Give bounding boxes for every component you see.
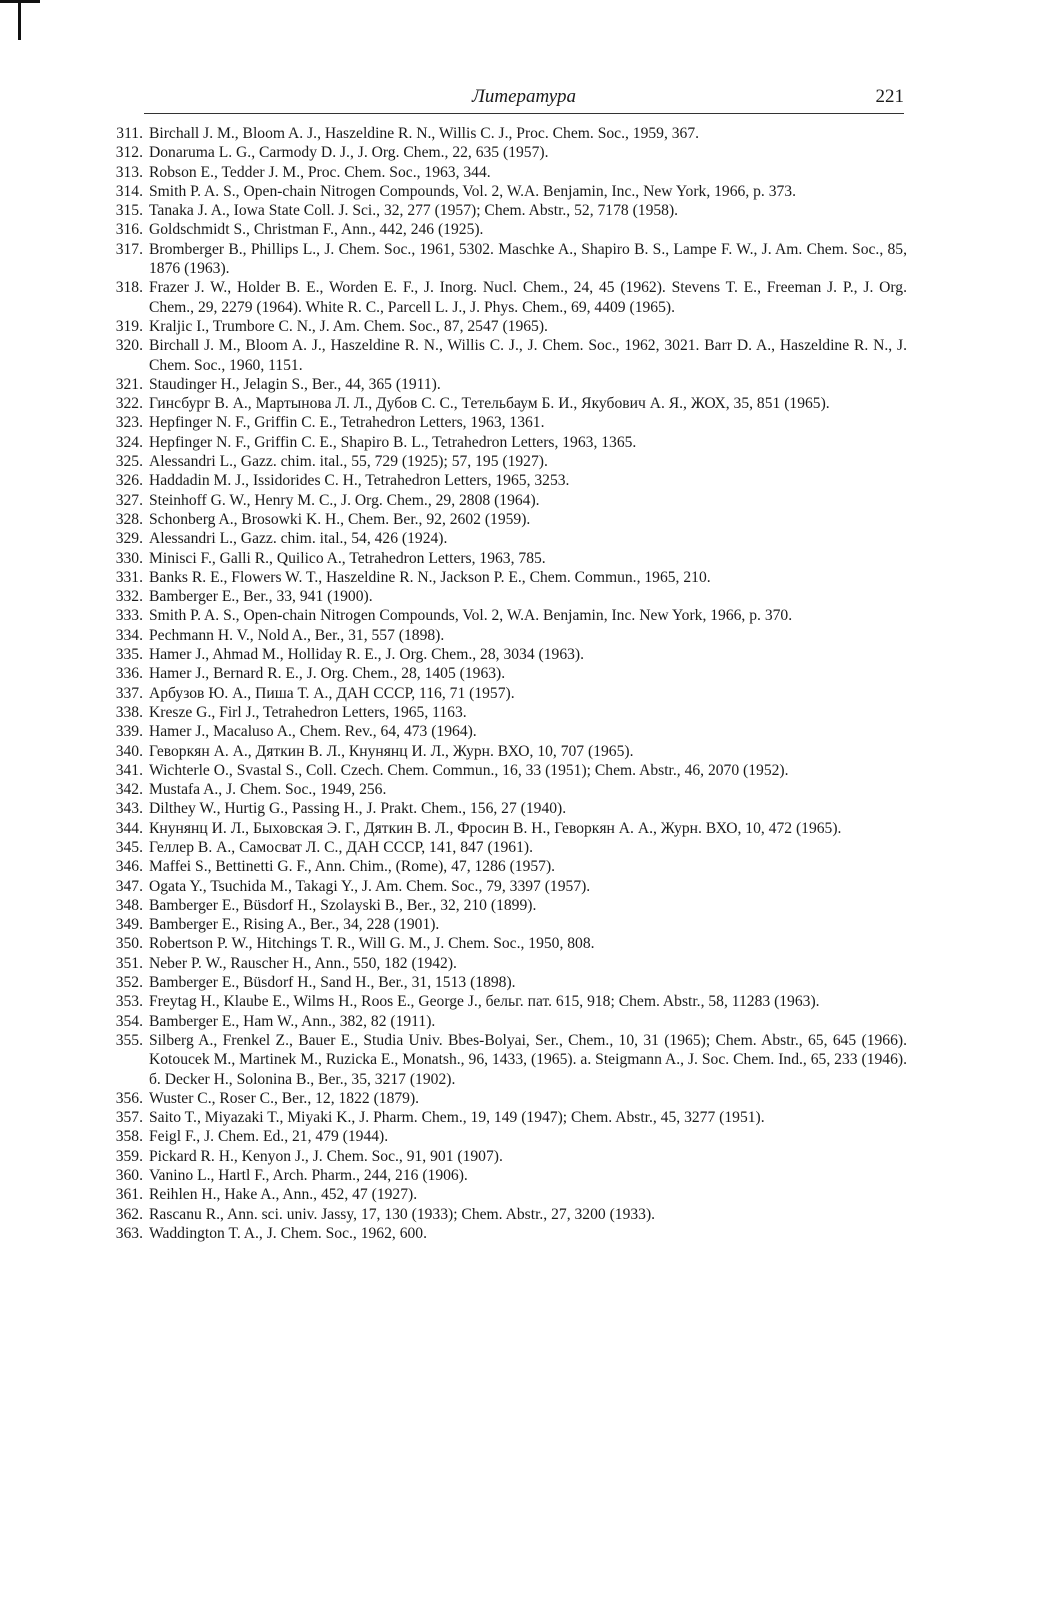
reference-text: Robson E., Tedder J. M., Proc. Chem. Soc., 1963, 344. [149,163,491,181]
reference-number: 328. [115,510,143,528]
reference-number: 335. [115,646,143,664]
reference-item [112,471,907,490]
reference-number: 337. [115,684,143,702]
reference-item [112,278,907,317]
reference-number: 317. [115,240,143,258]
reference-number: 361. [115,1186,143,1204]
reference-number: 319. [115,317,143,335]
reference-text: Silberg A., Frenkel Z., Bauer E., Studia Univ. Bbes-Bolyai, Ser., Chem., 10, 31 (1965); Chem. Abstr., 65, 645 (1966). Kotoucek M., Martinek M., Ruzicka E., Monatsh., 96, 1433, (1965). a. Steigmann A., J. Soc. Chem. Ind., 65, 233 (1946). б. Decker H., Solonina B., Ber., 35, 3217 (1902). [149,1031,907,1088]
reference-text: Rascanu R., Ann. sci. univ. Jassy, 17, 130 (1933); Chem. Abstr., 27, 3200 (1933). [149,1205,656,1223]
reference-item [112,433,907,452]
reference-item [112,664,907,683]
reference-item [112,163,907,182]
reference-item [112,529,907,548]
reference-item [112,375,907,394]
reference-text: Bamberger E., Ham W., Ann., 382, 82 (1911). [149,1012,436,1030]
reference-number: 320. [115,337,143,355]
reference-number: 333. [115,607,143,625]
reference-item [112,394,907,413]
reference-item [112,510,907,529]
reference-text: Hepfinger N. F., Griffin C. E., Shapiro B. L., Tetrahedron Letters, 1963, 1365. [149,433,637,451]
reference-item [112,606,907,625]
reference-text: Арбузов Ю. А., Пиша Т. А., ДАН СССР, 116, 71 (1957). [149,684,515,702]
reference-number: 330. [115,549,143,567]
reference-item [112,1147,907,1166]
reference-item [112,780,907,799]
reference-item [112,568,907,587]
reference-item [112,799,907,818]
reference-item [112,317,907,336]
reference-item [112,896,907,915]
reference-item [112,1127,907,1146]
reference-item [112,336,907,375]
reference-number: 322. [115,395,143,413]
reference-item [112,973,907,992]
reference-number: 338. [115,703,143,721]
page-number: 221 [875,86,904,107]
reference-number: 348. [115,896,143,914]
reference-number: 360. [115,1167,143,1185]
reference-item [112,722,907,741]
reference-number: 334. [115,626,143,644]
reference-number: 352. [115,974,143,992]
reference-number: 343. [115,800,143,818]
reference-text: Birchall J. M., Bloom A. J., Haszeldine R. N., Willis C. J., Proc. Chem. Soc., 1959, 367. [149,125,700,142]
reference-item [112,1185,907,1204]
reference-text: Bamberger E., Büsdorf H., Szolayski B., Ber., 32, 210 (1899). [149,896,537,914]
reference-text: Kresze G., Firl J., Tetrahedron Letters, 1965, 1163. [149,703,467,721]
reference-text: Alessandri L., Gazz. chim. ital., 54, 426 (1924). [149,530,448,548]
reference-number: 316. [115,221,143,239]
reference-text: Haddadin M. J., Issidorides C. H., Tetrahedron Letters, 1965, 3253. [149,472,570,490]
reference-text: Banks R. E., Flowers W. T., Haszeldine R. N., Jackson P. E., Chem. Commun., 1965, 210. [149,568,711,586]
reference-number: 344. [115,819,143,837]
reference-number: 332. [115,588,143,606]
reference-number: 312. [115,144,143,162]
reference-text: Alessandri L., Gazz. chim. ital., 55, 729 (1925); 57, 195 (1927). [149,453,548,471]
reference-number: 356. [115,1089,143,1107]
reference-text: Staudinger H., Jelagin S., Ber., 44, 365 (1911). [149,375,441,393]
reference-number: 353. [115,993,143,1011]
reference-number: 358. [115,1128,143,1146]
reference-item [112,1205,907,1224]
reference-number: 345. [115,838,143,856]
reference-number: 336. [115,665,143,683]
reference-text: Геворкян А. А., Дяткин В. Л., Кнунянц И. Л., Журн. ВХО, 10, 707 (1965). [149,742,634,760]
reference-number: 342. [115,781,143,799]
reference-item [112,1012,907,1031]
reference-text: Pickard R. H., Kenyon J., J. Chem. Soc., 91, 901 (1907). [149,1147,503,1165]
reference-item [112,992,907,1011]
reference-number: 362. [115,1205,143,1223]
reference-text: Schonberg A., Brosowki K. H., Chem. Ber., 92, 2602 (1959). [149,510,531,528]
reference-item [112,1108,907,1127]
reference-text: Bromberger B., Phillips L., J. Chem. Soc., 1961, 5302. Maschke A., Shapiro B. S., Lampe F. W., J. Am. Chem. Soc., 85, 1876 (1963). [149,240,907,278]
reference-item [112,1089,907,1108]
reference-text: Mustafa A., J. Chem. Soc., 1949, 256. [149,781,387,799]
reference-item [112,626,907,645]
reference-text: Wichterle O., Svastal S., Coll. Czech. Chem. Commun., 16, 33 (1951); Chem. Abstr., 46, 2070 (1952). [149,761,789,779]
reference-text: Vanino L., Hartl F., Arch. Pharm., 244, 216 (1906). [149,1167,468,1185]
reference-number: 357. [115,1109,143,1127]
reference-text: Гинсбург В. А., Мартынова Л. Л., Дубов С. С., Тетельбаум Б. И., Якубович А. Я., ЖОХ, 35, 851 (1965). [149,395,830,413]
reference-text: Hamer J., Bernard R. E., J. Org. Chem., 28, 1405 (1963). [149,665,506,683]
reference-text: Bamberger E., Rising A., Ber., 34, 228 (1901). [149,916,440,934]
reference-number: 327. [115,491,143,509]
reference-item [112,645,907,664]
reference-text: Tanaka J. A., Iowa State Coll. J. Sci., 32, 277 (1957); Chem. Abstr., 52, 7178 (1958). [149,202,679,220]
reference-number: 318. [115,279,143,297]
reference-number: 350. [115,935,143,953]
reference-text: Minisci F., Galli R., Quilico A., Tetrahedron Letters, 1963, 785. [149,549,546,567]
reference-number: 341. [115,761,143,779]
reference-text: Dilthey W., Hurtig G., Passing H., J. Prakt. Chem., 156, 27 (1940). [149,800,567,818]
reference-text: Steinhoff G. W., Henry M. C., J. Org. Chem., 29, 2808 (1964). [149,491,540,509]
reference-text: Kraljic I., Trumbore C. N., J. Am. Chem. Soc., 87, 2547 (1965). [149,317,548,335]
reference-text: Геллер В. А., Самосват Л. С., ДАН СССР, 141, 847 (1961). [149,838,533,856]
reference-item [112,934,907,953]
reference-text: Pechmann H. V., Nold A., Ber., 31, 557 (1898). [149,626,445,644]
reference-text: Feigl F., J. Chem. Ed., 21, 479 (1944). [149,1128,389,1146]
reference-text: Hamer J., Macaluso A., Chem. Rev., 64, 473 (1964). [149,723,477,741]
reference-item [112,182,907,201]
reference-number: 355. [115,1031,143,1049]
reference-text: Freytag H., Klaube E., Wilms H., Roos E., George J., бельг. пат. 615, 918; Chem. Abstr., 58, 11283 (1963). [149,993,820,1011]
reference-item [112,915,907,934]
reference-number: 331. [115,568,143,586]
reference-number: 354. [115,1012,143,1030]
reference-item [112,761,907,780]
reference-number: 340. [115,742,143,760]
reference-item [112,954,907,973]
header-rule [144,113,904,114]
reference-number: 349. [115,916,143,934]
reference-item [112,143,907,162]
reference-text: Кнунянц И. Л., Быховская Э. Г., Дяткин В. Л., Фросин В. Н., Геворкян А. А., Журн. ВХО, 10, 472 (1965). [149,819,842,837]
reference-text: Bamberger E., Büsdorf H., Sand H., Ber., 31, 1513 (1898). [149,974,516,992]
reference-text: Ogata Y., Tsuchida M., Takagi Y., J. Am. Chem. Soc., 79, 3397 (1957). [149,877,591,895]
reference-text: Saito T., Miyazaki T., Miyaki K., J. Pharm. Chem., 19, 149 (1947); Chem. Abstr., 45, 3277 (1951). [149,1109,765,1127]
reference-text: Reihlen H., Hake A., Ann., 452, 47 (1927). [149,1186,418,1204]
reference-item [112,838,907,857]
reference-item [112,220,907,239]
reference-item [112,587,907,606]
reference-number: 346. [115,858,143,876]
reference-text: Waddington T. A., J. Chem. Soc., 1962, 600. [149,1224,427,1242]
reference-text: Robertson P. W., Hitchings T. R., Will G. M., J. Chem. Soc., 1950, 808. [149,935,595,953]
reference-number: 339. [115,723,143,741]
reference-item [112,819,907,838]
reference-text: Neber P. W., Rauscher H., Ann., 550, 182 (1942). [149,954,457,972]
reference-number: 315. [115,202,143,220]
reference-number: 363. [115,1224,143,1242]
reference-item [112,877,907,896]
reference-item [112,549,907,568]
reference-item [112,491,907,510]
reference-text: Birchall J. M., Bloom A. J., Haszeldine R. N., Willis C. J., J. Chem. Soc., 1962, 3021. Barr D. A., Haszeldine R. N., J. Chem. Soc., 1960, 1151. [149,337,907,374]
reference-text: Goldschmidt S., Christman F., Ann., 442, 246 (1925). [149,221,484,239]
reference-item [112,452,907,471]
reference-number: 329. [115,530,143,548]
reference-number: 324. [115,433,143,451]
running-title: Литература [472,86,576,107]
reference-item [112,684,907,703]
reference-number: 359. [115,1147,143,1165]
reference-item [112,742,907,761]
reference-number: 326. [115,472,143,490]
corner-mark-vertical [18,0,21,40]
reference-text: Donaruma L. G., Carmody D. J., J. Org. Chem., 22, 635 (1957). [149,144,549,162]
reference-number: 311. [116,125,143,142]
reference-text: Smith P. A. S., Open-chain Nitrogen Compounds, Vol. 2, W.A. Benjamin, Inc., New York, 1966, p. 373. [149,182,797,200]
reference-item [112,240,907,279]
reference-number: 321. [115,375,143,393]
reference-number: 347. [115,877,143,895]
reference-number: 314. [115,182,143,200]
reference-number: 325. [115,453,143,471]
reference-item [112,703,907,722]
reference-text: Maffei S., Bettinetti G. F., Ann. Chim., (Rome), 47, 1286 (1957). [149,858,556,876]
reference-text: Hamer J., Ahmad M., Holliday R. E., J. Org. Chem., 28, 3034 (1963). [149,646,585,664]
reference-text: Wuster C., Roser C., Ber., 12, 1822 (1879). [149,1089,420,1107]
page-header [144,84,904,114]
reference-item [112,201,907,220]
reference-item [112,1224,907,1243]
reference-list [112,124,907,1243]
reference-number: 351. [115,954,143,972]
reference-item [112,413,907,432]
reference-text: Smith P. A. S., Open-chain Nitrogen Compounds, Vol. 2, W.A. Benjamin, Inc. New York, 1966, p. 370. [149,607,793,625]
reference-item [112,857,907,876]
reference-text: Hepfinger N. F., Griffin C. E., Tetrahedron Letters, 1963, 1361. [149,414,545,432]
reference-item [112,124,907,143]
reference-text: Frazer J. W., Holder B. E., Worden E. F., J. Inorg. Nucl. Chem., 24, 45 (1962). Stevens T. E., Freeman J. P., J. Org. Chem., 29, 2279 (1964). White R. C., Parcell L. J., J. Phys. Chem., 69, 4409 (1965). [149,279,907,316]
reference-number: 313. [115,163,143,181]
reference-item [112,1031,907,1089]
reference-item [112,1166,907,1185]
reference-number: 323. [115,414,143,432]
reference-text: Bamberger E., Ber., 33, 941 (1900). [149,588,373,606]
